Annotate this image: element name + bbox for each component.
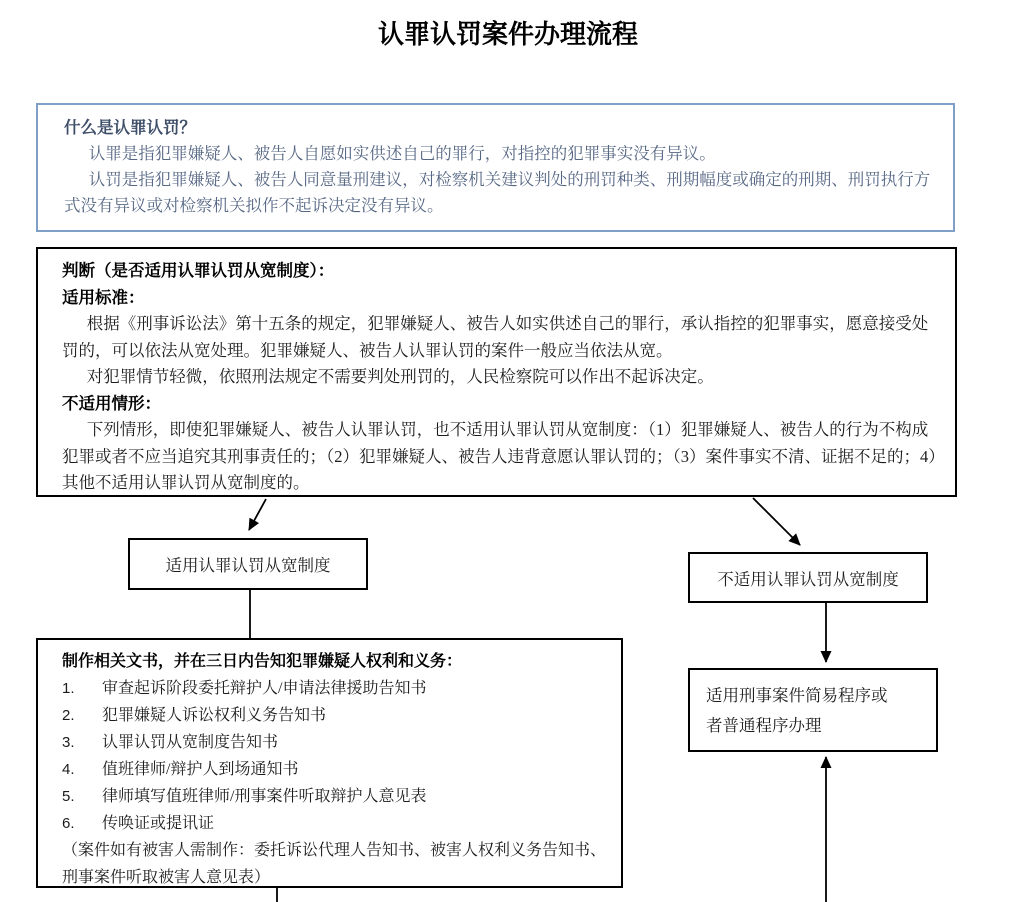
node-apply-leniency-label: 适用认罪认罚从宽制度: [165, 556, 331, 575]
document-item-4: [62, 756, 607, 783]
definition-box: [36, 103, 955, 232]
documents-heading: 制作相关文书，并在三日内告知犯罪嫌疑人权利和义务：: [62, 653, 463, 670]
node-ordinary-procedure-label: 适用刑事案件简易程序或者普通程序办理: [706, 686, 888, 735]
node-apply-leniency: [128, 538, 368, 590]
document-item-2-number: 2.: [62, 707, 75, 724]
document-item-2-text: 犯罪嫌疑人诉讼权利义务告知书: [102, 707, 327, 724]
judgment-heading: 判断（是否适用认罪认罚从宽制度）：: [62, 262, 335, 280]
arrow-judgment-to-apply: [249, 499, 266, 530]
definition-paragraph-renzui: 认罪是指犯罪嫌疑人、被告人自愿如实供述自己的罪行，对指控的犯罪事实没有异议。: [88, 144, 716, 163]
page-title: 认罪认罚案件办理流程: [377, 19, 638, 49]
document-item-4-text: 值班律师/辩护人到场通知书: [102, 761, 299, 778]
applicable-standard-paragraph-1: 根据《刑事诉讼法》第十五条的规定，犯罪嫌疑人、被告人如实供述自己的罪行，承认指控的犯罪事实，愿意接受处罚的，可以依法从宽处理。犯罪嫌疑人、被告人认罪认罚的案件一般应当依法从宽。: [62, 314, 929, 360]
document-item-6-number: 6.: [62, 815, 75, 832]
arrow-judgment-to-not-apply: [753, 498, 800, 545]
documents-list: [62, 675, 607, 837]
exclusion-label: 不适用情形：: [62, 394, 161, 413]
document-item-6: [62, 810, 607, 837]
definition-heading: 什么是认罪认罚？: [64, 119, 196, 137]
document-item-2: [62, 702, 607, 729]
document-item-1: [62, 675, 607, 702]
document-item-5: [62, 783, 607, 810]
definition-paragraph-renfa: 认罚是指犯罪嫌疑人、被告人同意量刑建议，对检察机关建议判处的刑罚种类、刑期幅度或确定的刑期、刑罚执行方式没有异议或对检察机关拟作不起诉决定没有异议。: [64, 170, 931, 215]
node-ordinary-procedure: [688, 668, 938, 752]
document-item-3: [62, 729, 607, 756]
node-not-apply-leniency-label: 不适用认罪认罚从宽制度: [717, 569, 899, 589]
document-item-3-number: 3.: [62, 734, 75, 751]
documents-victim-note: （案件如有被害人需制作：委托诉讼代理人告知书、被害人权利义务告知书、刑事案件听取被害人意见表）: [62, 842, 607, 886]
exclusion-paragraph: 下列情形，即使犯罪嫌疑人、被告人认罪认罚，也不适用认罪认罚从宽制度：（1）犯罪嫌疑人、被告人的行为不构成犯罪或者不应当追究其刑事责任的；（2）犯罪嫌疑人、被告人违背意愿认罪认罚的；（3）案件事实不清、证据不足的；4）其他不适用认罪认罚从宽制度的。: [62, 420, 937, 492]
document-item-3-text: 认罪认罚从宽制度告知书: [102, 734, 279, 751]
document-item-6-text: 传唤证或提讯证: [102, 815, 215, 832]
documents-box: [36, 638, 623, 888]
document-item-5-text: 律师填写值班律师/刑事案件听取辩护人意见表: [102, 788, 427, 805]
applicable-standard-label: 适用标准：: [62, 288, 145, 307]
document-item-1-number: 1.: [62, 680, 75, 697]
node-not-apply-leniency: [688, 552, 928, 603]
judgment-box: [36, 247, 957, 497]
document-item-4-number: 4.: [62, 761, 75, 778]
document-item-1-text: 审查起诉阶段委托辩护人/申请法律援助告知书: [102, 680, 427, 697]
document-item-5-number: 5.: [62, 788, 75, 805]
applicable-standard-paragraph-2: 对犯罪情节轻微，依照刑法规定不需要判处刑罚的，人民检察院可以作出不起诉决定。: [86, 367, 714, 386]
